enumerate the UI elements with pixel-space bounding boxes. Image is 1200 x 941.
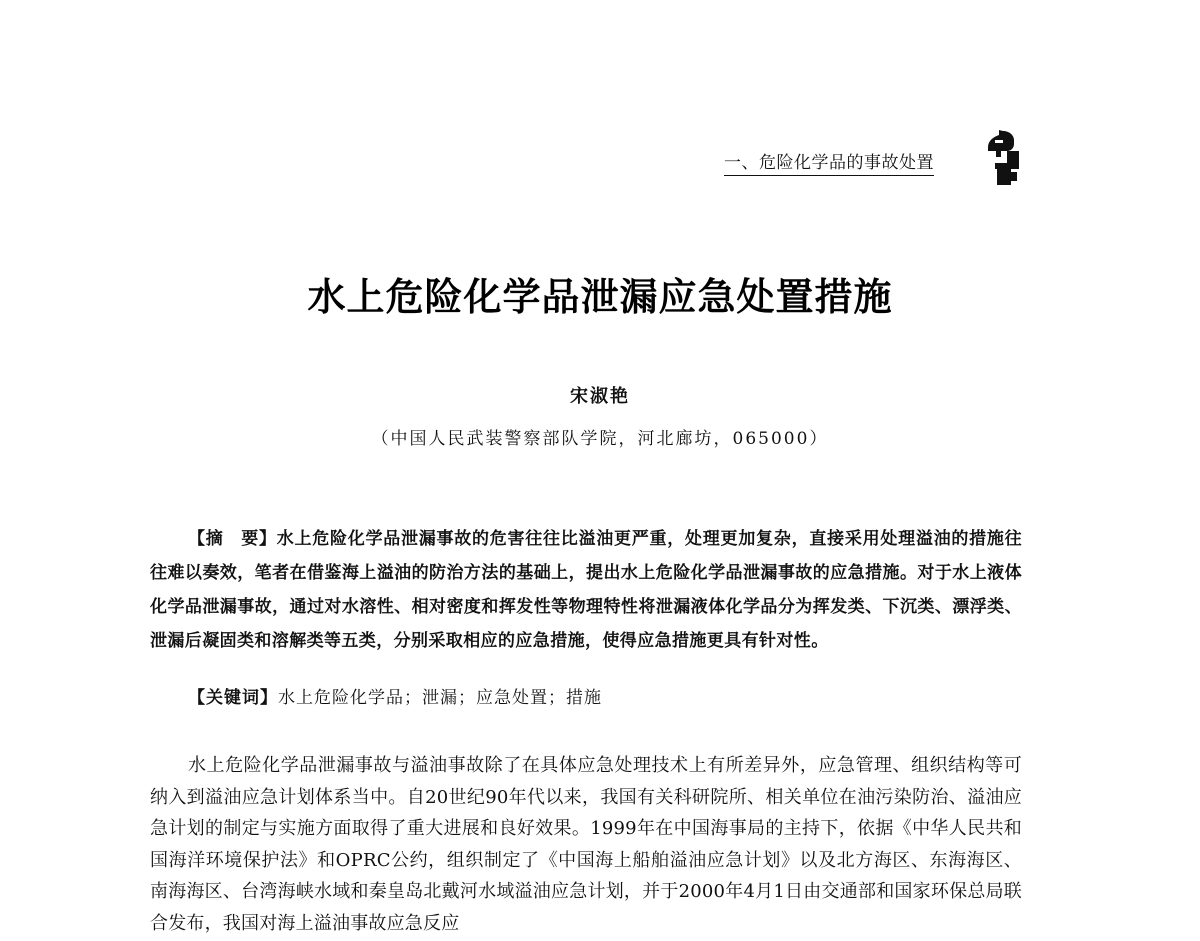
abstract-text: 水上危险化学品泄漏事故的危害往往比溢油更严重，处理更加复杂，直接采用处理溢油的措施往往难以奏效，笔者在借鉴海上溢油的防治方法的基础上，提出水上危险化学品泄漏事故的应急措施。对于水上液体化学品泄漏事故，通过对水溶性、相对密度和挥发性等物理特性将泄漏液体化学品分为挥发类、下沉类、漂浮类、泄漏后凝固类和溶解类等五类，分别采取相应的应急措施，使得应急措施更具有针对性。 xyxy=(150,529,1022,651)
author-affiliation: （中国人民武装警察部队学院，河北廊坊，065000） xyxy=(371,429,829,449)
body-paragraph: 水上危险化学品泄漏事故与溢油事故除了在具体应急处理技术上有所差异外，应急管理、组织结构等可纳入到溢油应急计划体系当中。自20世纪90年代以来，我国有关科研院所、相关单位在油污染防治、溢油应急计划的制定与实施方面取得了重大进展和良好效果。1999年在中国海事局的主持下，依据《中华人民共和国海洋环境保护法》和OPRC公约，组织制定了《中国海上船舶溢油应急计划》以及北方海区、东海海区、南海海区、台湾海峡水域和秦皇岛北戴河水域溢油应急计划，并于2000年4月1日由交通部和国家环保总局联合发布，我国对海上溢油事故应急反应 xyxy=(150,755,1022,934)
article-title: 水上危险化学品泄漏应急处置措施 xyxy=(307,275,893,319)
keywords-text: 水上危险化学品；泄漏；应急处置；措施 xyxy=(278,688,602,708)
abstract xyxy=(150,522,1022,658)
running-header: 一、危险化学品的事故处置 xyxy=(724,152,934,176)
keywords-label: 【关键词】 xyxy=(188,688,278,708)
author-name: 宋淑艳 xyxy=(570,386,630,407)
abstract-label: 【摘 要】 xyxy=(188,529,277,549)
page-mark-icon xyxy=(986,128,1020,188)
keywords xyxy=(188,683,602,713)
